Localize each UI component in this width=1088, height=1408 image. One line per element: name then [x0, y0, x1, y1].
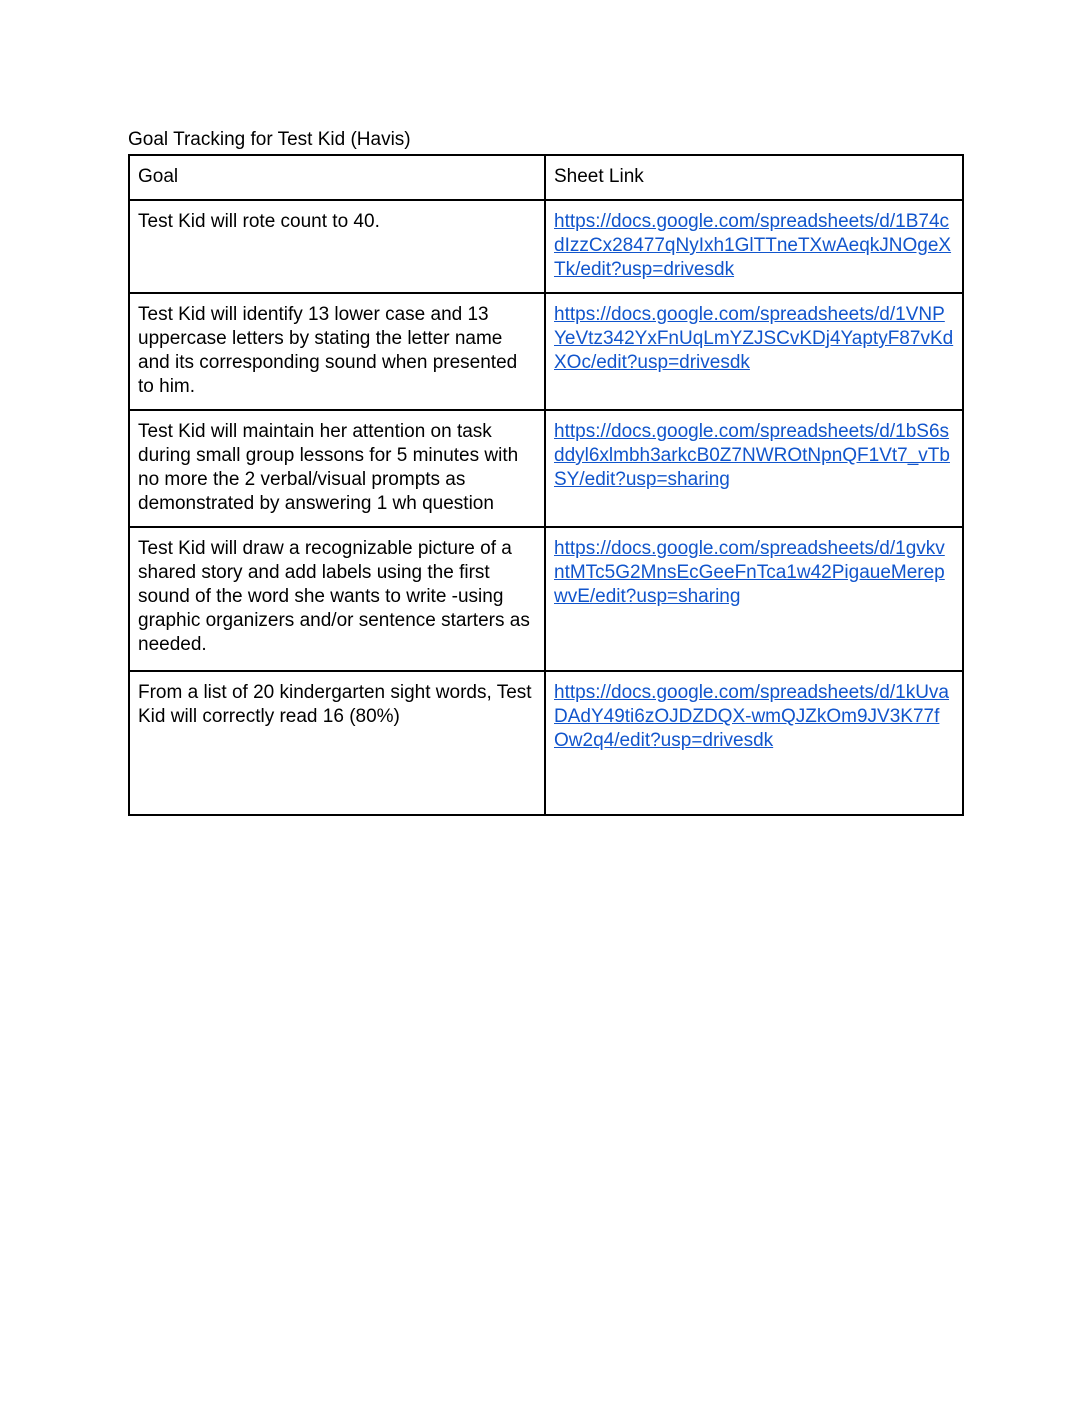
- sheet-link[interactable]: https://docs.google.com/spreadsheets/d/1gvkvntMTc5G2MnsEcGeeFnTca1w42PigaueMerepwvE/edit?usp=sharing: [554, 538, 945, 607]
- table-row: [129, 410, 963, 527]
- header-goal: Goal: [129, 155, 545, 200]
- sheet-link[interactable]: https://docs.google.com/spreadsheets/d/1kUvaDAdY49ti6zOJDZDQX-wmQJZkOm9JV3K77fOw2q4/edit?usp=drivesdk: [554, 682, 950, 751]
- table-row: [129, 200, 963, 293]
- goal-tracking-table: [128, 154, 964, 816]
- table-row: [129, 527, 963, 671]
- link-cell: [545, 671, 963, 815]
- link-cell: [545, 200, 963, 293]
- table-row: [129, 671, 963, 815]
- link-cell: [545, 527, 963, 671]
- goal-cell: Test Kid will maintain her attention on task during small group lessons for 5 minutes with no more the 2 verbal/visual prompts as demonstrated by answering 1 wh question: [129, 410, 545, 527]
- goal-cell: From a list of 20 kindergarten sight words, Test Kid will correctly read 16 (80%): [129, 671, 545, 815]
- sheet-link[interactable]: https://docs.google.com/spreadsheets/d/1B74cdIzzCx28477qNyIxh1GlTTneTXwAeqkJNOgeXTk/edit?usp=drivesdk: [554, 211, 952, 280]
- goal-cell: Test Kid will rote count to 40.: [129, 200, 545, 293]
- header-sheet-link: Sheet Link: [545, 155, 963, 200]
- goal-cell: Test Kid will identify 13 lower case and 13 uppercase letters by stating the letter name and its corresponding sound when presented to him.: [129, 293, 545, 410]
- link-cell: [545, 293, 963, 410]
- sheet-link[interactable]: https://docs.google.com/spreadsheets/d/1VNPYeVtz342YxFnUqLmYZJSCvKDj4YaptyF87vKdXOc/edit?usp=drivesdk: [554, 304, 954, 373]
- goal-cell: Test Kid will draw a recognizable picture of a shared story and add labels using the first sound of the word she wants to write -using graphic organizers and/or sentence starters as needed.: [129, 527, 545, 671]
- document-title: Goal Tracking for Test Kid (Havis): [128, 129, 411, 150]
- table-header-row: [129, 155, 963, 200]
- table-row: [129, 293, 963, 410]
- link-cell: [545, 410, 963, 527]
- sheet-link[interactable]: https://docs.google.com/spreadsheets/d/1bS6sddyl6xlmbh3arkcB0Z7NWROtNpnQF1Vt7_vTbSY/edit?usp=sharing: [554, 421, 950, 490]
